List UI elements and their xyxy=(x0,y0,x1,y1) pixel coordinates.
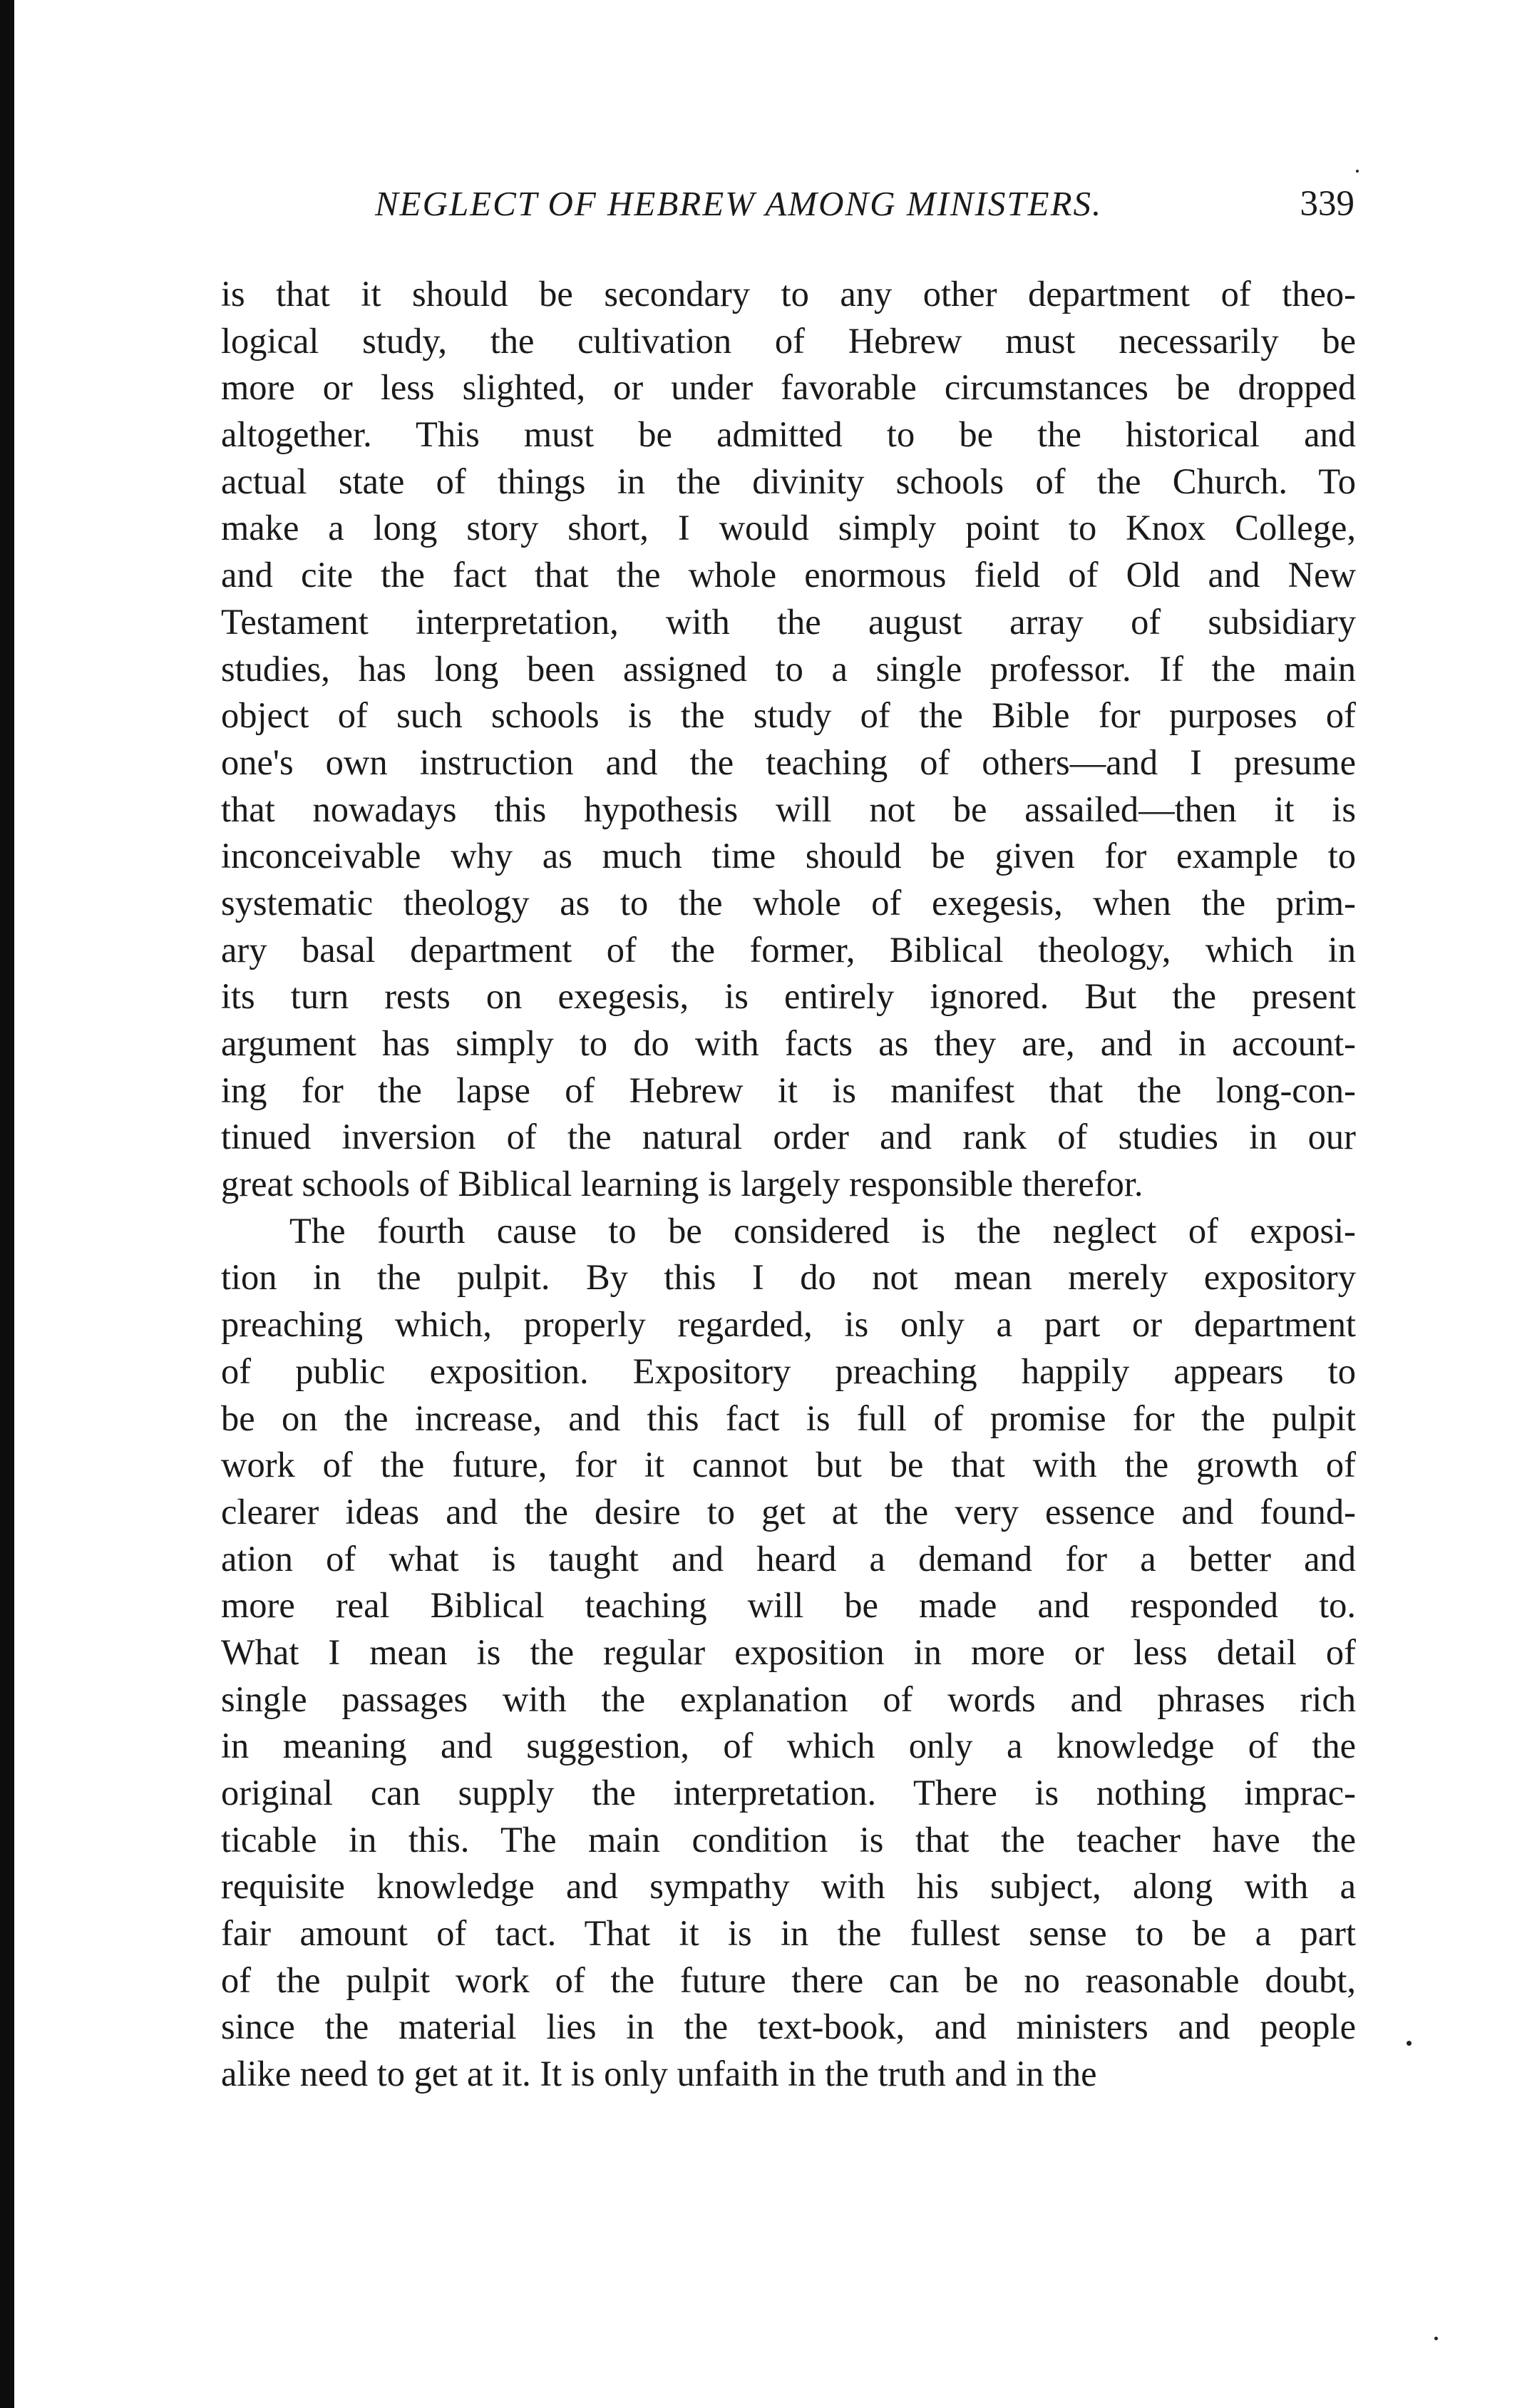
text-line: inconceivable why as much time should be given for example to xyxy=(221,836,1356,876)
text-line: actual state of things in the divinity schools of the Church. To xyxy=(221,461,1356,501)
running-head: NEGLECT OF HEBREW AMONG MINISTERS. xyxy=(375,184,1103,223)
text-line: original can supply the interpretation. There is nothing imprac- xyxy=(221,1773,1356,1813)
scan-speck xyxy=(1434,2337,1438,2340)
text-line: requisite knowledge and sympathy with his subject, along with a xyxy=(221,1866,1356,1907)
text-line: ing for the lapse of Hebrew it is manifest that the long-con- xyxy=(221,1070,1356,1110)
text-line: ation of what is taught and heard a demand for a better and xyxy=(221,1538,1356,1579)
text-line: ticable in this. The main condition is that the teacher have the xyxy=(221,1819,1356,1860)
text-line: The fourth cause to be considered is the neglect of exposi- xyxy=(289,1210,1356,1251)
scan-speck xyxy=(1407,2041,1412,2046)
text-line: logical study, the cultivation of Hebrew must necessarily be xyxy=(221,320,1356,361)
text-line: clearer ideas and the desire to get at the very essence and found- xyxy=(221,1491,1356,1532)
text-line: studies, has long been assigned to a single professor. If the main xyxy=(221,648,1356,689)
scan-speck xyxy=(1356,170,1359,173)
text-line: since the material lies in the text-book, and ministers and people xyxy=(221,2007,1356,2047)
text-line: be on the increase, and this fact is full of promise for the pulpit xyxy=(221,1398,1356,1438)
text-line: alike need to get at it. It is only unfaith in the truth and in the xyxy=(221,2054,1097,2094)
text-line: preaching which, properly regarded, is only a part or department xyxy=(221,1304,1356,1345)
text-line: make a long story short, I would simply point to Knox College, xyxy=(221,508,1356,548)
text-line: its turn rests on exegesis, is entirely ignored. But the present xyxy=(221,976,1356,1017)
paragraph xyxy=(221,1208,1356,2098)
paragraph-container xyxy=(221,271,1356,2098)
text-line: and cite the fact that the whole enormous field of Old and New xyxy=(221,555,1356,595)
page-number: 339 xyxy=(1300,184,1354,224)
scan-binding-edge xyxy=(0,0,14,2408)
text-line: Testament interpretation, with the august array of subsidiary xyxy=(221,601,1356,642)
page-body xyxy=(221,271,1356,2098)
text-line: single passages with the explanation of words and phrases rich xyxy=(221,1679,1356,1719)
text-line: tinued inversion of the natural order and rank of studies in our xyxy=(221,1117,1356,1157)
text-line: tion in the pulpit. By this I do not mean merely expository xyxy=(221,1257,1356,1298)
text-line: that nowadays this hypothesis will not be assailed—then it is xyxy=(221,789,1356,829)
text-line: ary basal department of the former, Biblical theology, which in xyxy=(221,929,1356,970)
text-line: of the pulpit work of the future there can be no reasonable doubt, xyxy=(221,1959,1356,2000)
text-line: more or less slighted, or under favorable circumstances be dropped xyxy=(221,367,1356,408)
text-line: one's own instruction and the teaching of others—and I presume xyxy=(221,742,1356,782)
paragraph xyxy=(221,271,1356,1208)
text-line: great schools of Biblical learning is largely responsible therefor. xyxy=(221,1164,1143,1204)
text-line: work of the future, for it cannot but be that with the growth of xyxy=(221,1445,1356,1485)
text-line: of public exposition. Expository preaching happily appears to xyxy=(221,1351,1356,1391)
text-line: more real Biblical teaching will be made and responded to. xyxy=(221,1585,1356,1626)
text-line: What I mean is the regular exposition in more or less detail of xyxy=(221,1631,1356,1672)
text-line: object of such schools is the study of the Bible for purposes of xyxy=(221,695,1356,736)
text-line: fair amount of tact. That it is in the fullest sense to be a part xyxy=(221,1913,1356,1954)
text-line: argument has simply to do with facts as they are, and in account- xyxy=(221,1023,1356,1063)
text-line: altogether. This must be admitted to be the historical and xyxy=(221,414,1356,455)
text-line: systematic theology as to the whole of exegesis, when the prim- xyxy=(221,882,1356,923)
page-header xyxy=(375,183,1354,240)
text-line: in meaning and suggestion, of which only a knowledge of the xyxy=(221,1726,1356,1766)
text-line: is that it should be secondary to any other department of theo- xyxy=(221,274,1356,314)
